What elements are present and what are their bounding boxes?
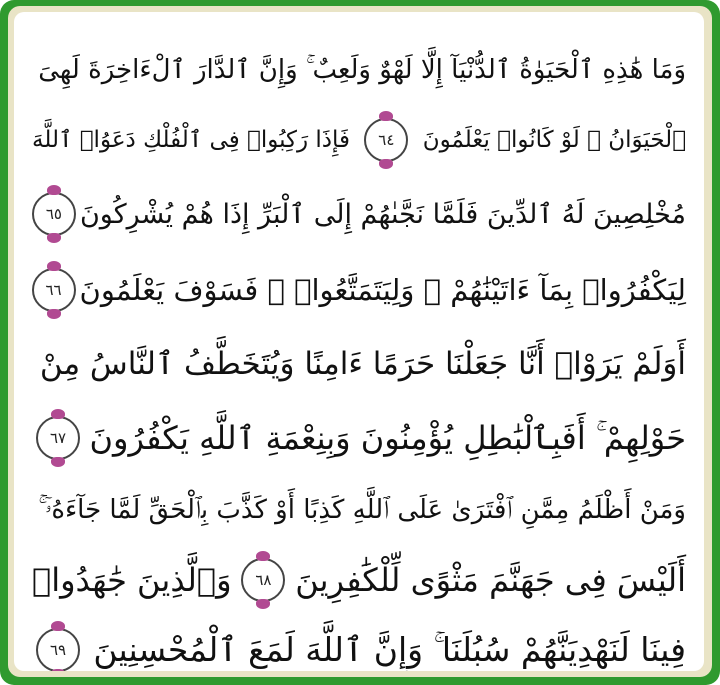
- verse-line-6: [32, 408, 686, 468]
- verse-line-1: [32, 40, 686, 100]
- verse-line-8: [32, 550, 686, 610]
- verse-line-4: [32, 260, 686, 320]
- quran-page: [14, 12, 704, 671]
- verse-line-5: [32, 334, 686, 394]
- verse-text: فِينَا لَنَهْدِيَنَّهُمْ سُبُلَنَا ۚ وَإِنَّ ٱللَّهَ لَمَعَ ٱلْمُحْسِنِينَ: [93, 630, 686, 669]
- verse-text: لِيَكْفُرُوا۟ بِمَآ ءَاتَيْنَٰهُمْ ۙ وَلِيَتَمَتَّعُوا۟ ۖ فَسَوْفَ يَعْلَمُونَ: [79, 273, 686, 307]
- verse-text: أَوَلَمْ يَرَوْا۟ أَنَّا جَعَلْنَا حَرَمًا ءَامِنًا وَيُتَخَطَّفُ ٱلنَّاسُ مِنْ: [39, 346, 686, 382]
- verse-text: وَمَنْ أَظْلَمُ مِمَّنِ ٱفْتَرَىٰ عَلَى ٱللَّهِ كَذِبًا أَوْ كَذَّبَ بِٱلْحَقِّ لَمَّا جَآءَهُۥٓ ۚ: [38, 494, 686, 525]
- ayah-number-marker: ٦٩: [36, 628, 80, 671]
- verse-line-9: [32, 620, 686, 671]
- verse-line-2: [32, 110, 686, 170]
- ayah-number-marker: ٦٦: [32, 268, 76, 312]
- ayah-number-marker: ٦٤: [364, 118, 408, 162]
- verse-line-7: [32, 480, 686, 540]
- verse-text: أَلَيْسَ فِى جَهَنَّمَ مَثْوًى لِّلْكَٰفِرِينَ: [295, 561, 686, 599]
- ayah-number-marker: ٦٥: [32, 192, 76, 236]
- verse-text: وَٱلَّذِينَ جَٰهَدُوا۟: [32, 561, 232, 599]
- verse-text: مُخْلِصِينَ لَهُ ٱلدِّينَ فَلَمَّا نَجَّىٰهُمْ إِلَى ٱلْبَرِّ إِذَا هُمْ يُشْرِكُونَ: [79, 198, 686, 230]
- verse-text: فَإِذَا رَكِبُوا۟ فِى ٱلْفُلْكِ دَعَوُا۟ ٱللَّهَ: [32, 127, 351, 153]
- ayah-number-marker: ٦٧: [36, 416, 80, 460]
- verse-text: ٱلْحَيَوَانُ ۚ لَوْ كَانُوا۟ يَعْلَمُونَ: [422, 127, 686, 153]
- verse-line-3: [32, 184, 686, 244]
- ayah-number-marker: ٦٨: [241, 558, 285, 602]
- verse-text: وَمَا هَٰذِهِ ٱلْحَيَوٰةُ ٱلدُّنْيَآ إِلَّا لَهْوٌ وَلَعِبٌ ۚ وَإِنَّ ٱلدَّارَ ٱلْءَاخِرَةَ لَهِىَ: [38, 54, 686, 85]
- verse-text: حَوْلِهِمْ ۚ أَفَبِٱلْبَٰطِلِ يُؤْمِنُونَ وَبِنِعْمَةِ ٱللَّهِ يَكْفُرُونَ: [89, 418, 686, 457]
